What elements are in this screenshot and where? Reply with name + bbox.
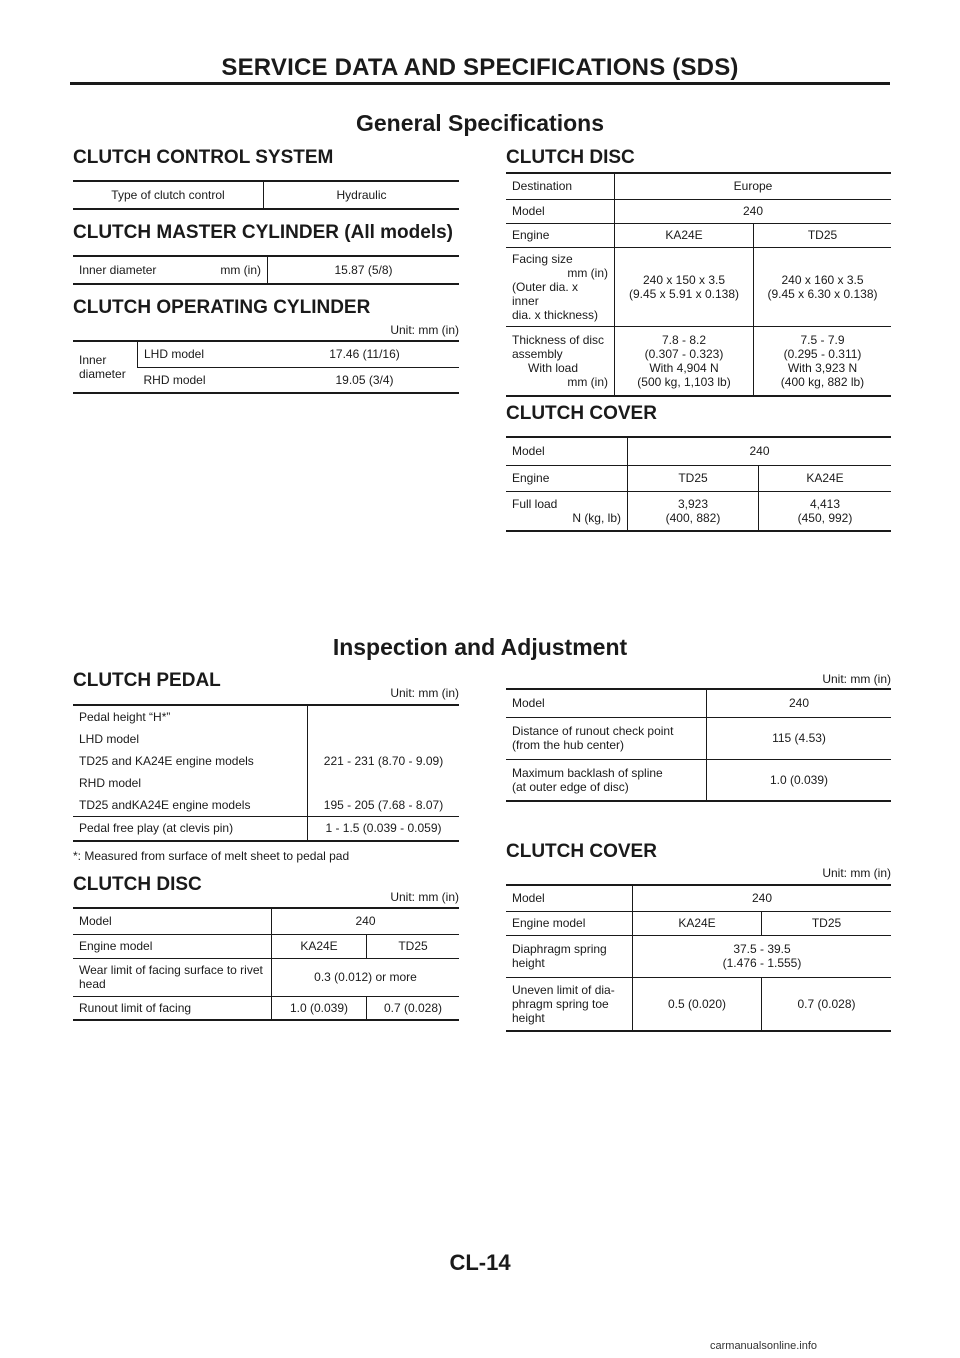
runout-model-label: Model bbox=[506, 689, 707, 717]
runout-limit-td25: 0.7 (0.028) bbox=[367, 996, 460, 1020]
full-load-td25-1: 3,923 bbox=[677, 496, 709, 511]
destination-value: Europe bbox=[615, 173, 892, 199]
thickness-ka24e-2: (0.307 - 0.323) bbox=[644, 346, 724, 361]
clutch-pedal-heading: CLUTCH PEDAL bbox=[73, 670, 221, 691]
insp-cover-engine-td25: TD25 bbox=[762, 911, 892, 935]
clutch-pedal-table bbox=[73, 704, 459, 842]
insp-cover-engine-ka24e: KA24E bbox=[633, 911, 762, 935]
insp-disc-engine-td25: TD25 bbox=[367, 934, 460, 958]
pedal-lhd-empty bbox=[308, 728, 460, 750]
cover-engine-label: Engine bbox=[506, 465, 628, 491]
control-type-label: Type of clutch control bbox=[73, 181, 264, 209]
pedal-rhd-value: 195 - 205 (7.68 - 8.07) bbox=[308, 794, 460, 817]
thickness-td25-4: (400 kg, 882 lb) bbox=[780, 374, 865, 389]
pedal-footnote: *: Measured from surface of melt sheet to pedal pad bbox=[73, 849, 350, 863]
runout-distance-value: 115 (4.53) bbox=[707, 717, 892, 759]
insp-disc-model-value: 240 bbox=[272, 908, 460, 934]
uneven-limit-label-2: phragm spring toe bbox=[512, 996, 609, 1011]
header-rule bbox=[70, 82, 890, 85]
operating-cylinder-heading: CLUTCH OPERATING CYLINDER bbox=[73, 297, 371, 318]
facing-ka24e-2: (9.45 x 5.91 x 0.138) bbox=[628, 286, 740, 301]
thickness-td25-3: With 3,923 N bbox=[787, 360, 858, 375]
clutch-disc-heading: CLUTCH DISC bbox=[506, 147, 635, 168]
facing-td25-2: (9.45 x 6.30 x 0.138) bbox=[767, 286, 878, 301]
insp-disc-engine-ka24e: KA24E bbox=[272, 934, 367, 958]
operating-cylinder-unit-note: Unit: mm (in) bbox=[390, 323, 459, 337]
inspection-clutch-disc-heading: CLUTCH DISC bbox=[73, 874, 202, 895]
facing-size-label: Facing size bbox=[512, 251, 573, 266]
wear-limit-value: 0.3 (0.012) or more bbox=[272, 958, 460, 996]
master-cylinder-unit: mm (in) bbox=[220, 263, 261, 277]
general-specifications-title: General Specifications bbox=[356, 110, 604, 136]
diaphragm-height-value-1: 37.5 - 39.5 bbox=[733, 942, 791, 956]
runout-limit-ka24e: 1.0 (0.039) bbox=[272, 996, 367, 1020]
spline-backlash-label-1: Maximum backlash of spline bbox=[512, 765, 663, 780]
cover-engine-ka24e: KA24E bbox=[759, 465, 892, 491]
runout-limit-label: Runout limit of facing bbox=[73, 996, 272, 1020]
pedal-rhd-empty bbox=[308, 772, 460, 794]
insp-cover-engine-label: Engine model bbox=[506, 911, 633, 935]
uneven-limit-ka24e: 0.5 (0.020) bbox=[633, 977, 762, 1031]
pedal-height-empty bbox=[308, 705, 460, 728]
inspection-clutch-cover-table bbox=[506, 884, 891, 1032]
facing-size-desc-1: (Outer dia. x inner bbox=[512, 279, 579, 308]
diaphragm-height-label-2: height bbox=[512, 956, 545, 970]
thickness-label-3: With load bbox=[528, 360, 579, 375]
clutch-cover-table bbox=[506, 436, 891, 532]
inner-diameter-label-2: diameter bbox=[79, 367, 126, 381]
thickness-ka24e-3: With 4,904 N bbox=[649, 360, 719, 375]
full-load-ka24e-1: 4,413 bbox=[809, 496, 841, 511]
inspection-disc-unit-note: Unit: mm (in) bbox=[390, 890, 459, 904]
facing-size-unit: mm (in) bbox=[567, 265, 608, 280]
page-header: SERVICE DATA AND SPECIFICATIONS (SDS) bbox=[221, 54, 739, 81]
disc-engine-td25: TD25 bbox=[754, 223, 892, 247]
master-cylinder-value: 15.87 (5/8) bbox=[268, 256, 460, 284]
master-cylinder-label: Inner diameter bbox=[79, 263, 157, 277]
spline-backlash-value: 1.0 (0.039) bbox=[707, 759, 892, 801]
uneven-limit-label-1: Uneven limit of dia- bbox=[512, 982, 615, 997]
thickness-label-1: Thickness of disc bbox=[512, 332, 605, 347]
facing-size-desc-2: dia. x thickness) bbox=[512, 307, 599, 322]
runout-distance-label-1: Distance of runout check point bbox=[512, 724, 674, 738]
thickness-td25-1: 7.5 - 7.9 bbox=[800, 332, 845, 347]
thickness-td25-2: (0.295 - 0.311) bbox=[783, 346, 862, 361]
clutch-control-system-table bbox=[73, 180, 459, 210]
inspection-cover-unit-note: Unit: mm (in) bbox=[822, 866, 891, 880]
operating-cylinder-table bbox=[73, 340, 459, 394]
full-load-ka24e-2: (450, 992) bbox=[797, 510, 853, 525]
inner-diameter-label-1: Inner bbox=[79, 353, 107, 367]
clutch-cover-heading: CLUTCH COVER bbox=[506, 403, 657, 424]
rhd-model-label: RHD model bbox=[138, 367, 271, 393]
runout-distance-label-2: (from the hub center) bbox=[512, 738, 625, 752]
lhd-model-value: 17.46 (11/16) bbox=[270, 341, 459, 367]
inspection-adjustment-title: Inspection and Adjustment bbox=[332, 634, 628, 660]
insp-cover-model-value: 240 bbox=[633, 885, 892, 911]
inspection-clutch-cover-heading: CLUTCH COVER bbox=[506, 841, 657, 862]
insp-disc-engine-label: Engine model bbox=[73, 934, 272, 958]
facing-ka24e-1: 240 x 150 x 3.5 bbox=[642, 272, 726, 287]
thickness-label-2: assembly bbox=[512, 346, 563, 361]
wear-limit-label-1: Wear limit of facing surface to rivet bbox=[79, 963, 263, 977]
pedal-lhd-value: 221 - 231 (8.70 - 9.09) bbox=[308, 750, 460, 772]
uneven-limit-label-3: height bbox=[512, 1010, 545, 1025]
clutch-pedal-unit-note: Unit: mm (in) bbox=[390, 686, 459, 700]
insp-disc-model-label: Model bbox=[73, 908, 272, 934]
full-load-unit: N (kg, lb) bbox=[572, 510, 621, 525]
pedal-free-play-label: Pedal free play (at clevis pin) bbox=[73, 817, 308, 841]
destination-label: Destination bbox=[506, 173, 615, 199]
page-number: CL-14 bbox=[449, 1250, 511, 1275]
spline-backlash-label-2: (at outer edge of disc) bbox=[512, 779, 629, 794]
control-type-value: Hydraulic bbox=[264, 181, 460, 209]
clutch-disc-table bbox=[506, 172, 891, 397]
pedal-lhd-engine-label: TD25 and KA24E engine models bbox=[79, 754, 254, 768]
pedal-rhd-label: RHD model bbox=[79, 776, 142, 790]
disc-engine-label: Engine bbox=[506, 223, 615, 247]
cover-engine-td25: TD25 bbox=[628, 465, 759, 491]
full-load-label: Full load bbox=[512, 496, 558, 511]
master-cylinder-table bbox=[73, 255, 459, 285]
full-load-td25-2: (400, 882) bbox=[665, 510, 721, 525]
runout-model-value: 240 bbox=[707, 689, 892, 717]
thickness-ka24e-4: (500 kg, 1,103 lb) bbox=[637, 374, 731, 389]
diaphragm-height-value-2: (1.476 - 1.555) bbox=[722, 956, 802, 970]
disc-model-label: Model bbox=[506, 199, 615, 223]
clutch-control-system-heading: CLUTCH CONTROL SYSTEM bbox=[73, 147, 334, 168]
pedal-free-play-value: 1 - 1.5 (0.039 - 0.059) bbox=[308, 817, 460, 841]
rhd-model-value: 19.05 (3/4) bbox=[270, 367, 459, 393]
disc-engine-ka24e: KA24E bbox=[615, 223, 754, 247]
pedal-lhd-label: LHD model bbox=[79, 732, 140, 746]
runout-unit-note: Unit: mm (in) bbox=[822, 672, 891, 686]
runout-table bbox=[506, 688, 891, 802]
cover-model-value: 240 bbox=[628, 437, 892, 465]
inspection-clutch-disc-table bbox=[73, 907, 459, 1021]
pedal-rhd-engine-label: TD25 andKA24E engine models bbox=[79, 798, 251, 812]
insp-cover-model-label: Model bbox=[506, 885, 633, 911]
disc-model-value: 240 bbox=[615, 199, 892, 223]
diaphragm-height-label-1: Diaphragm spring bbox=[512, 942, 607, 956]
thickness-ka24e-1: 7.8 - 8.2 bbox=[661, 332, 707, 347]
uneven-limit-td25: 0.7 (0.028) bbox=[762, 977, 892, 1031]
facing-td25-1: 240 x 160 x 3.5 bbox=[781, 272, 864, 287]
thickness-unit: mm (in) bbox=[567, 374, 608, 389]
cover-model-label: Model bbox=[506, 437, 628, 465]
master-cylinder-heading: CLUTCH MASTER CYLINDER (All models) bbox=[73, 222, 453, 243]
pedal-height-label: Pedal height “H*” bbox=[73, 705, 308, 728]
wear-limit-label-2: head bbox=[79, 977, 106, 991]
lhd-model-label: LHD model bbox=[138, 341, 271, 367]
watermark: carmanualsonline.info bbox=[710, 1340, 818, 1352]
